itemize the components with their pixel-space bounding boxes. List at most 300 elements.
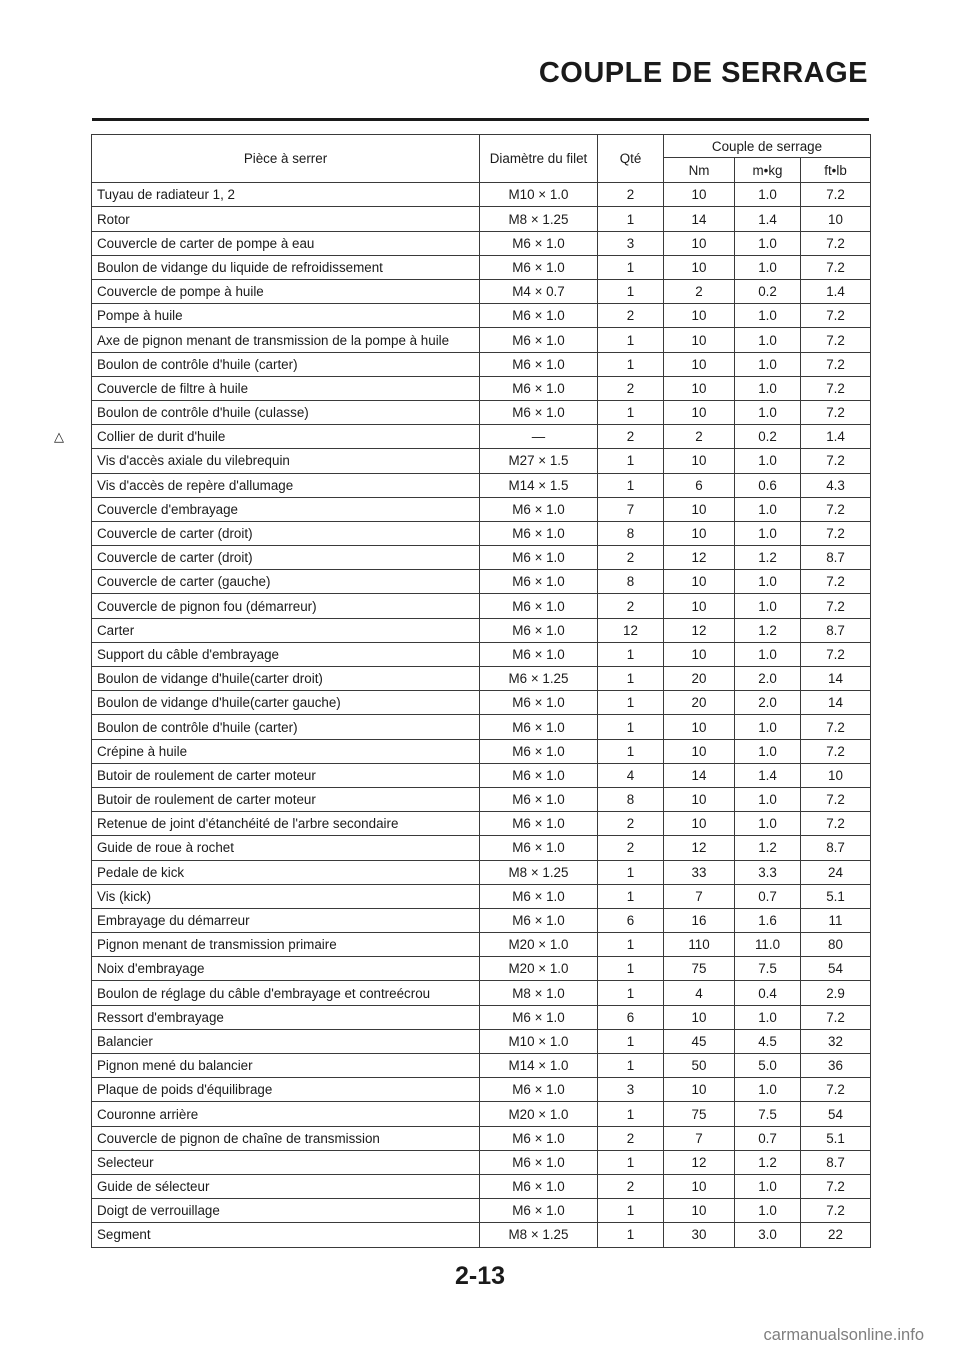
cell-qty: 1	[598, 667, 664, 691]
cell-thread: M20 × 1.0	[480, 933, 598, 957]
cell-nm: 20	[664, 691, 735, 715]
cell-mkg: 1.0	[735, 739, 801, 763]
table-row	[92, 933, 871, 957]
cell-part: Couvercle d'embrayage	[92, 497, 480, 521]
cell-qty: 1	[598, 1223, 664, 1247]
table-row	[92, 449, 871, 473]
table-row	[92, 836, 871, 860]
table-row	[92, 280, 871, 304]
cell-ftlb: 8.7	[801, 836, 871, 860]
table-body	[92, 183, 871, 1247]
cell-part: Pignon menant de transmission primaire	[92, 933, 480, 957]
cell-mkg: 2.0	[735, 691, 801, 715]
cell-thread: M6 × 1.0	[480, 231, 598, 255]
cell-qty: 4	[598, 763, 664, 787]
cell-mkg: 4.5	[735, 1029, 801, 1053]
cell-nm: 10	[664, 812, 735, 836]
cell-thread: M8 × 1.0	[480, 981, 598, 1005]
cell-ftlb: 7.2	[801, 183, 871, 207]
cell-part: Pignon mené du balancier	[92, 1054, 480, 1078]
cell-thread: M14 × 1.5	[480, 473, 598, 497]
table-row	[92, 497, 871, 521]
cell-thread: M8 × 1.25	[480, 1223, 598, 1247]
cell-ftlb: 7.2	[801, 1078, 871, 1102]
cell-ftlb: 8.7	[801, 546, 871, 570]
header-torque: Couple de serrage	[664, 135, 871, 158]
cell-ftlb: 32	[801, 1029, 871, 1053]
cell-thread: M6 × 1.0	[480, 763, 598, 787]
cell-nm: 12	[664, 546, 735, 570]
cell-ftlb: 7.2	[801, 304, 871, 328]
table-row	[92, 787, 871, 811]
cell-ftlb: 36	[801, 1054, 871, 1078]
cell-thread: M6 × 1.0	[480, 1005, 598, 1029]
cell-part: Vis d'accès axiale du vilebrequin	[92, 449, 480, 473]
cell-thread: M27 × 1.5	[480, 449, 598, 473]
cell-part: Carter	[92, 618, 480, 642]
cell-thread: M6 × 1.0	[480, 715, 598, 739]
table-row	[92, 255, 871, 279]
cell-nm: 10	[664, 497, 735, 521]
cell-mkg: 1.0	[735, 787, 801, 811]
cell-nm: 10	[664, 787, 735, 811]
cell-mkg: 7.5	[735, 1102, 801, 1126]
table-row	[92, 1029, 871, 1053]
cell-nm: 10	[664, 1199, 735, 1223]
cell-thread: M6 × 1.0	[480, 570, 598, 594]
cell-mkg: 1.4	[735, 207, 801, 231]
cell-mkg: 1.0	[735, 183, 801, 207]
table-row	[92, 1223, 871, 1247]
cell-part: Couronne arrière	[92, 1102, 480, 1126]
cell-part: Retenue de joint d'étanchéité de l'arbre secondaire	[92, 812, 480, 836]
table-row	[92, 1199, 871, 1223]
cell-thread: M8 × 1.25	[480, 860, 598, 884]
cell-qty: 1	[598, 715, 664, 739]
table-row	[92, 691, 871, 715]
cell-part: Couvercle de carter (gauche)	[92, 570, 480, 594]
cell-ftlb: 7.2	[801, 352, 871, 376]
cell-ftlb: 7.2	[801, 1199, 871, 1223]
cell-thread: M6 × 1.0	[480, 594, 598, 618]
cell-qty: 8	[598, 570, 664, 594]
cell-qty: 1	[598, 1150, 664, 1174]
header-thread: Diamètre du filet	[480, 135, 598, 183]
cell-mkg: 1.0	[735, 1199, 801, 1223]
cell-qty: 6	[598, 1005, 664, 1029]
cell-part: Couvercle de carter (droit)	[92, 521, 480, 545]
cell-qty: 2	[598, 836, 664, 860]
cell-part: Boulon de contrôle d'huile (carter)	[92, 715, 480, 739]
cell-ftlb: 7.2	[801, 449, 871, 473]
cell-ftlb: 14	[801, 691, 871, 715]
table-row	[92, 328, 871, 352]
cell-qty: 1	[598, 884, 664, 908]
cell-thread: M6 × 1.0	[480, 691, 598, 715]
cell-qty: 6	[598, 908, 664, 932]
cell-part: Couvercle de filtre à huile	[92, 376, 480, 400]
cell-part: Couvercle de pompe à huile	[92, 280, 480, 304]
cell-qty: 1	[598, 860, 664, 884]
cell-ftlb: 54	[801, 957, 871, 981]
cell-thread: M6 × 1.0	[480, 304, 598, 328]
cell-mkg: 1.0	[735, 255, 801, 279]
cell-ftlb: 5.1	[801, 1126, 871, 1150]
cell-thread: M6 × 1.0	[480, 884, 598, 908]
cell-ftlb: 7.2	[801, 594, 871, 618]
cell-thread: M4 × 0.7	[480, 280, 598, 304]
cell-qty: 1	[598, 280, 664, 304]
cell-mkg: 1.0	[735, 231, 801, 255]
cell-thread: M6 × 1.0	[480, 836, 598, 860]
cell-mkg: 1.6	[735, 908, 801, 932]
table-row	[92, 425, 871, 449]
table-row	[92, 521, 871, 545]
header-mkg: m•kg	[735, 158, 801, 183]
cell-nm: 30	[664, 1223, 735, 1247]
cell-part: Balancier	[92, 1029, 480, 1053]
cell-part: Couvercle de pignon de chaîne de transmission	[92, 1126, 480, 1150]
cell-ftlb: 7.2	[801, 376, 871, 400]
cell-nm: 10	[664, 1078, 735, 1102]
cell-mkg: 1.0	[735, 376, 801, 400]
table-row	[92, 304, 871, 328]
cell-mkg: 1.4	[735, 763, 801, 787]
cell-mkg: 1.2	[735, 546, 801, 570]
cell-ftlb: 7.2	[801, 400, 871, 424]
cell-nm: 4	[664, 981, 735, 1005]
cell-nm: 33	[664, 860, 735, 884]
cell-ftlb: 4.3	[801, 473, 871, 497]
table-row	[92, 957, 871, 981]
cell-mkg: 1.0	[735, 449, 801, 473]
cell-mkg: 1.0	[735, 570, 801, 594]
cell-ftlb: 7.2	[801, 497, 871, 521]
cell-thread: M6 × 1.0	[480, 376, 598, 400]
cell-ftlb: 7.2	[801, 1005, 871, 1029]
cell-mkg: 0.2	[735, 280, 801, 304]
cell-part: Segment	[92, 1223, 480, 1247]
cell-mkg: 1.2	[735, 836, 801, 860]
cell-thread: M6 × 1.0	[480, 908, 598, 932]
table-row	[92, 1078, 871, 1102]
table-row	[92, 594, 871, 618]
cell-part: Boulon de contrôle d'huile (culasse)	[92, 400, 480, 424]
cell-ftlb: 7.2	[801, 642, 871, 666]
cell-qty: 2	[598, 183, 664, 207]
cell-part: Boulon de vidange d'huile(carter droit)	[92, 667, 480, 691]
cell-ftlb: 7.2	[801, 812, 871, 836]
cell-nm: 10	[664, 400, 735, 424]
cell-thread: M6 × 1.0	[480, 1174, 598, 1198]
cell-nm: 50	[664, 1054, 735, 1078]
cell-ftlb: 10	[801, 763, 871, 787]
cell-mkg: 1.0	[735, 812, 801, 836]
cell-ftlb: 7.2	[801, 570, 871, 594]
table-row	[92, 642, 871, 666]
cell-ftlb: 7.2	[801, 328, 871, 352]
cell-qty: 1	[598, 328, 664, 352]
cell-thread: M6 × 1.0	[480, 642, 598, 666]
cell-mkg: 1.0	[735, 1078, 801, 1102]
cell-ftlb: 24	[801, 860, 871, 884]
cell-nm: 10	[664, 376, 735, 400]
cell-mkg: 7.5	[735, 957, 801, 981]
cell-mkg: 1.2	[735, 1150, 801, 1174]
cell-qty: 1	[598, 933, 664, 957]
cell-qty: 8	[598, 521, 664, 545]
cell-thread: M8 × 1.25	[480, 207, 598, 231]
cell-ftlb: 8.7	[801, 618, 871, 642]
cell-ftlb: 80	[801, 933, 871, 957]
cell-qty: 2	[598, 425, 664, 449]
cell-nm: 10	[664, 521, 735, 545]
cell-thread: M6 × 1.0	[480, 1150, 598, 1174]
cell-part: Couvercle de pignon fou (démarreur)	[92, 594, 480, 618]
header-nm: Nm	[664, 158, 735, 183]
cell-nm: 75	[664, 957, 735, 981]
cell-ftlb: 7.2	[801, 255, 871, 279]
table-row	[92, 1102, 871, 1126]
table-row	[92, 473, 871, 497]
watermark: carmanualsonline.info	[763, 1326, 924, 1344]
cell-nm: 10	[664, 594, 735, 618]
title-rule	[92, 118, 869, 121]
cell-thread: M6 × 1.0	[480, 618, 598, 642]
cell-qty: 1	[598, 981, 664, 1005]
cell-qty: 1	[598, 957, 664, 981]
cell-qty: 1	[598, 691, 664, 715]
cell-mkg: 1.0	[735, 715, 801, 739]
cell-ftlb: 7.2	[801, 231, 871, 255]
cell-qty: 8	[598, 787, 664, 811]
cell-nm: 12	[664, 836, 735, 860]
cell-qty: 3	[598, 231, 664, 255]
cell-part: Butoir de roulement de carter moteur	[92, 763, 480, 787]
cell-qty: 1	[598, 207, 664, 231]
table-row	[92, 763, 871, 787]
cell-mkg: 0.2	[735, 425, 801, 449]
cell-nm: 6	[664, 473, 735, 497]
header-qty: Qté	[598, 135, 664, 183]
cell-mkg: 1.0	[735, 1174, 801, 1198]
cell-part: Pedale de kick	[92, 860, 480, 884]
cell-ftlb: 5.1	[801, 884, 871, 908]
cell-nm: 10	[664, 183, 735, 207]
cell-thread: M10 × 1.0	[480, 183, 598, 207]
torque-table	[91, 134, 871, 1248]
cell-mkg: 1.0	[735, 521, 801, 545]
cell-part: Butoir de roulement de carter moteur	[92, 787, 480, 811]
cell-mkg: 1.0	[735, 328, 801, 352]
cell-mkg: 3.0	[735, 1223, 801, 1247]
cell-thread: M6 × 1.0	[480, 1078, 598, 1102]
cell-qty: 1	[598, 1102, 664, 1126]
header-part: Pièce à serrer	[92, 135, 480, 183]
cell-nm: 7	[664, 884, 735, 908]
cell-ftlb: 54	[801, 1102, 871, 1126]
table-row	[92, 1005, 871, 1029]
table-row	[92, 1126, 871, 1150]
table-row	[92, 376, 871, 400]
cell-thread: M6 × 1.0	[480, 497, 598, 521]
cell-qty: 1	[598, 1029, 664, 1053]
table-row	[92, 1150, 871, 1174]
cell-qty: 2	[598, 304, 664, 328]
cell-ftlb: 7.2	[801, 715, 871, 739]
cell-thread: M20 × 1.0	[480, 957, 598, 981]
cell-nm: 16	[664, 908, 735, 932]
cell-thread: M6 × 1.0	[480, 328, 598, 352]
table-row	[92, 183, 871, 207]
cell-qty: 7	[598, 497, 664, 521]
cell-qty: 1	[598, 642, 664, 666]
cell-thread: M20 × 1.0	[480, 1102, 598, 1126]
cell-qty: 1	[598, 255, 664, 279]
page-number: 2-13	[454, 1262, 506, 1290]
cell-qty: 2	[598, 376, 664, 400]
cell-thread: M6 × 1.0	[480, 352, 598, 376]
cell-thread: M6 × 1.0	[480, 521, 598, 545]
cell-mkg: 11.0	[735, 933, 801, 957]
cell-mkg: 1.0	[735, 497, 801, 521]
cell-thread: M6 × 1.0	[480, 1199, 598, 1223]
cell-part: Boulon de vidange du liquide de refroidissement	[92, 255, 480, 279]
cell-mkg: 0.4	[735, 981, 801, 1005]
cell-mkg: 1.0	[735, 304, 801, 328]
cell-qty: 12	[598, 618, 664, 642]
cell-mkg: 2.0	[735, 667, 801, 691]
cell-nm: 10	[664, 231, 735, 255]
warning-triangle-icon: △	[54, 428, 64, 444]
cell-qty: 1	[598, 400, 664, 424]
cell-qty: 1	[598, 352, 664, 376]
table-row	[92, 618, 871, 642]
cell-nm: 10	[664, 570, 735, 594]
cell-part: Collier de durit d'huile	[92, 425, 480, 449]
cell-ftlb: 1.4	[801, 280, 871, 304]
cell-ftlb: 8.7	[801, 1150, 871, 1174]
cell-qty: 1	[598, 449, 664, 473]
cell-part: Plaque de poids d'équilibrage	[92, 1078, 480, 1102]
table-row	[92, 207, 871, 231]
table-row	[92, 352, 871, 376]
cell-part: Rotor	[92, 207, 480, 231]
table-row	[92, 570, 871, 594]
cell-qty: 2	[598, 1174, 664, 1198]
table-row	[92, 231, 871, 255]
cell-nm: 10	[664, 642, 735, 666]
cell-ftlb: 2.9	[801, 981, 871, 1005]
cell-nm: 20	[664, 667, 735, 691]
cell-qty: 1	[598, 1199, 664, 1223]
table-row	[92, 812, 871, 836]
cell-mkg: 1.0	[735, 594, 801, 618]
cell-part: Couvercle de carter (droit)	[92, 546, 480, 570]
cell-nm: 10	[664, 328, 735, 352]
cell-qty: 2	[598, 1126, 664, 1150]
cell-nm: 75	[664, 1102, 735, 1126]
cell-nm: 2	[664, 425, 735, 449]
cell-thread: M6 × 1.25	[480, 667, 598, 691]
cell-ftlb: 7.2	[801, 739, 871, 763]
header-ftlb: ft•lb	[801, 158, 871, 183]
cell-nm: 2	[664, 280, 735, 304]
cell-part: Pompe à huile	[92, 304, 480, 328]
table-row	[92, 400, 871, 424]
table-row	[92, 884, 871, 908]
table-row	[92, 981, 871, 1005]
cell-nm: 10	[664, 352, 735, 376]
cell-ftlb: 10	[801, 207, 871, 231]
table-row	[92, 860, 871, 884]
cell-nm: 10	[664, 255, 735, 279]
cell-qty: 2	[598, 594, 664, 618]
cell-thread: —	[480, 425, 598, 449]
cell-mkg: 1.0	[735, 352, 801, 376]
cell-thread: M6 × 1.0	[480, 1126, 598, 1150]
cell-qty: 1	[598, 1054, 664, 1078]
cell-part: Embrayage du démarreur	[92, 908, 480, 932]
table-row	[92, 715, 871, 739]
cell-part: Guide de roue à rochet	[92, 836, 480, 860]
cell-qty: 3	[598, 1078, 664, 1102]
cell-ftlb: 7.2	[801, 787, 871, 811]
cell-nm: 45	[664, 1029, 735, 1053]
cell-ftlb: 7.2	[801, 521, 871, 545]
cell-part: Boulon de réglage du câble d'embrayage et contreécrou	[92, 981, 480, 1005]
cell-part: Axe de pignon menant de transmission de la pompe à huile	[92, 328, 480, 352]
cell-qty: 2	[598, 812, 664, 836]
cell-part: Guide de sélecteur	[92, 1174, 480, 1198]
table-row	[92, 1054, 871, 1078]
cell-nm: 10	[664, 739, 735, 763]
cell-mkg: 1.0	[735, 400, 801, 424]
cell-thread: M6 × 1.0	[480, 546, 598, 570]
cell-mkg: 0.7	[735, 1126, 801, 1150]
cell-ftlb: 11	[801, 908, 871, 932]
cell-nm: 12	[664, 618, 735, 642]
table-row	[92, 546, 871, 570]
cell-part: Boulon de contrôle d'huile (carter)	[92, 352, 480, 376]
cell-part: Boulon de vidange d'huile(carter gauche)	[92, 691, 480, 715]
table-row	[92, 908, 871, 932]
cell-thread: M6 × 1.0	[480, 812, 598, 836]
cell-nm: 12	[664, 1150, 735, 1174]
cell-nm: 10	[664, 1174, 735, 1198]
cell-ftlb: 22	[801, 1223, 871, 1247]
cell-thread: M6 × 1.0	[480, 787, 598, 811]
cell-thread: M6 × 1.0	[480, 739, 598, 763]
cell-mkg: 1.0	[735, 642, 801, 666]
cell-qty: 2	[598, 546, 664, 570]
cell-part: Noix d'embrayage	[92, 957, 480, 981]
page-title: COUPLE DE SERRAGE	[538, 57, 868, 89]
cell-mkg: 5.0	[735, 1054, 801, 1078]
cell-nm: 110	[664, 933, 735, 957]
cell-thread: M10 × 1.0	[480, 1029, 598, 1053]
cell-part: Vis d'accès de repère d'allumage	[92, 473, 480, 497]
cell-part: Vis (kick)	[92, 884, 480, 908]
cell-part: Tuyau de radiateur 1, 2	[92, 183, 480, 207]
cell-part: Ressort d'embrayage	[92, 1005, 480, 1029]
cell-nm: 14	[664, 763, 735, 787]
cell-thread: M6 × 1.0	[480, 400, 598, 424]
cell-thread: M6 × 1.0	[480, 255, 598, 279]
table-row	[92, 739, 871, 763]
cell-nm: 10	[664, 715, 735, 739]
cell-mkg: 1.2	[735, 618, 801, 642]
